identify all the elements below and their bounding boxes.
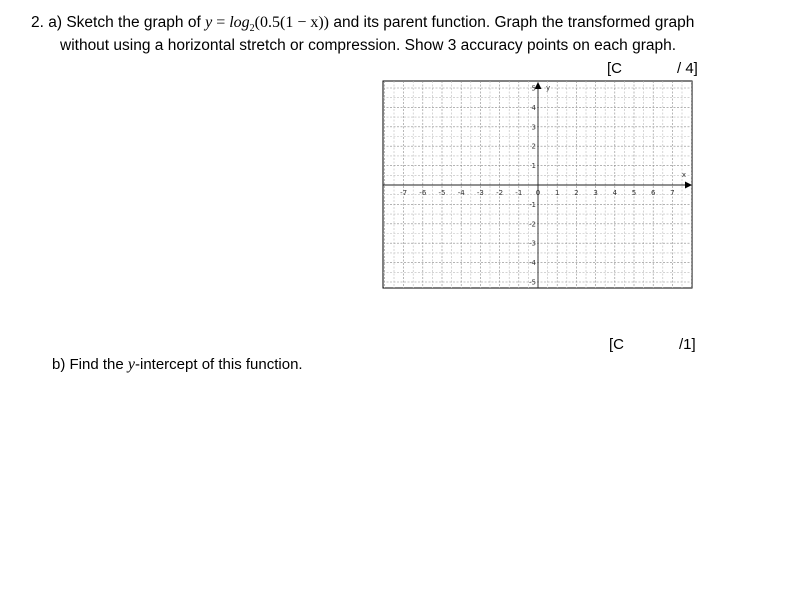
x-axis-label: x [681,171,687,179]
x-tick-label: -5 [438,189,446,197]
mark-total-a: / 4] [677,60,698,77]
coordinate-grid[interactable] [380,78,696,292]
x-tick-label: -1 [515,189,523,197]
x-tick-label: 0 [535,189,541,197]
x-tick-label: 6 [650,189,656,197]
y-tick-label: -5 [529,278,536,287]
y-tick-label: 4 [531,103,536,112]
mark-total-b: /1] [679,336,696,353]
x-tick-label: 4 [612,189,618,197]
x-tick-label: 1 [554,189,560,197]
question-number: 2. [31,14,44,31]
x-tick-label: -7 [400,189,408,197]
grid-border [383,81,692,288]
mark-category-b: [C [609,336,624,353]
y-tick-label: -3 [529,239,536,248]
y-tick-label: 2 [531,142,536,151]
y-variable: y [127,356,135,373]
y-tick-label: -4 [529,259,536,268]
mark-category-a: [C [607,60,622,77]
y-tick-label: 5 [531,84,536,93]
y-axis-label: y [546,84,551,92]
equation: $y = \log_2(0.5(1 - x))$ [205,14,330,35]
question-2a-line2: without using a horizontal stretch or compression. Show 3 accuracy points on each graph. [60,37,677,54]
question-2b: b) Find the y-intercept of this function. [52,356,303,373]
x-tick-label: 3 [593,189,598,197]
x-tick-label: 2 [574,189,579,197]
y-tick-label: -1 [529,200,536,209]
question-2a-label: a) Sketch the graph of [48,14,201,31]
question-2a-text: and its parent function. Graph the transformed graph [333,14,695,31]
y-tick-label: -2 [529,220,536,229]
y-tick-label: 3 [531,123,536,132]
x-tick-label: -2 [496,189,504,197]
y-tick-label: 1 [531,162,536,171]
x-tick-label: -4 [457,189,465,197]
x-tick-label: 5 [631,189,637,197]
x-tick-label: 7 [670,189,675,197]
question-2a-line1 [31,14,694,34]
x-tick-label: -6 [419,189,427,197]
x-tick-label: -3 [476,189,484,197]
